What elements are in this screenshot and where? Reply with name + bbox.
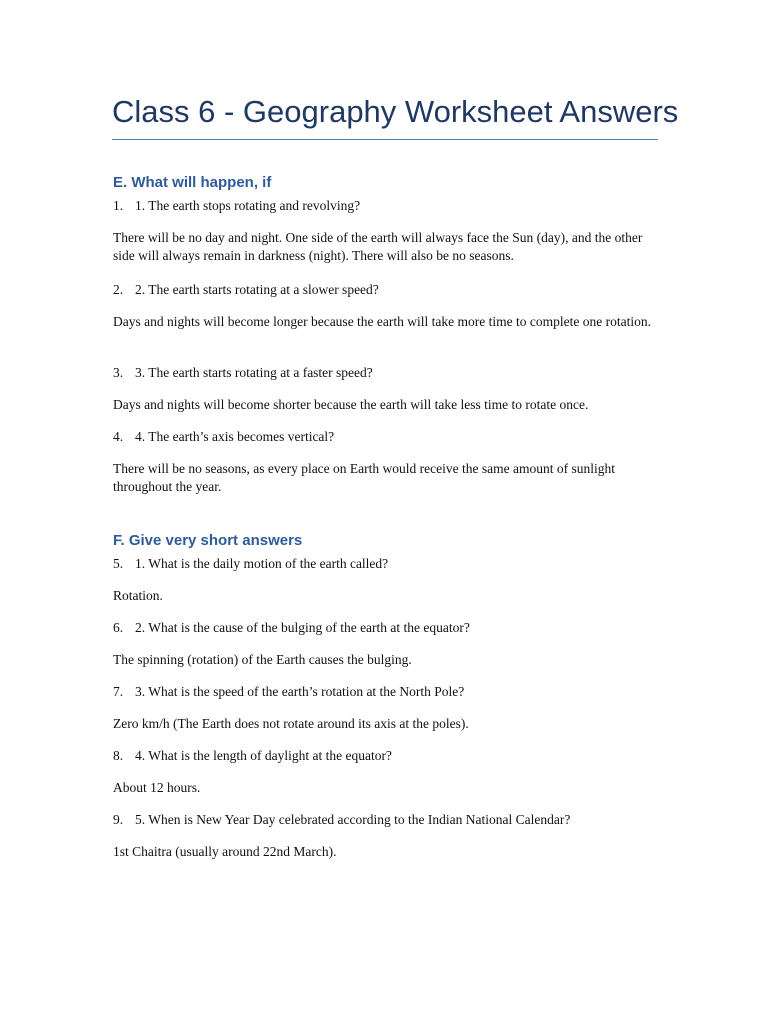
question-text: 1. What is the daily motion of the earth called?	[135, 556, 389, 571]
question-text: 2. What is the cause of the bulging of the earth at the equator?	[135, 620, 470, 635]
question-number: 7.	[113, 684, 124, 699]
answer-text: The spinning (rotation) of the Earth causes the bulging.	[113, 652, 412, 667]
question-item	[113, 281, 673, 299]
answer-text: There will be no day and night. One side of the earth will always face the Sun (day), and the other side will always remain in darkness (night). There will also be no seasons.	[113, 230, 643, 263]
question-item	[113, 197, 673, 215]
question-number: 8.	[113, 748, 124, 763]
question-number: 1.	[113, 198, 124, 213]
question-number: 9.	[113, 812, 124, 827]
section-heading-f: F. Give very short answers	[113, 532, 303, 549]
question-item	[113, 364, 673, 382]
question-item	[113, 683, 673, 701]
section-heading-e: E. What will happen, if	[113, 174, 272, 191]
answer-text: 1st Chaitra (usually around 22nd March).	[113, 844, 337, 859]
question-text: 2. The earth starts rotating at a slower speed?	[135, 282, 379, 297]
question-number: 2.	[113, 282, 124, 297]
question-number: 5.	[113, 556, 124, 571]
question-item	[113, 811, 673, 829]
question-text: 3. What is the speed of the earth’s rotation at the North Pole?	[135, 684, 465, 699]
answer-text: Days and nights will become longer because the earth will take more time to complete one rotation.	[113, 314, 651, 329]
question-text: 1. The earth stops rotating and revolving?	[135, 198, 361, 213]
question-number: 4.	[113, 429, 124, 444]
question-item	[113, 747, 673, 765]
question-text: 4. What is the length of daylight at the equator?	[135, 748, 392, 763]
title-underline	[112, 139, 658, 140]
page-title: Class 6 - Geography Worksheet Answers	[112, 94, 679, 129]
question-number: 3.	[113, 365, 124, 380]
question-text: 3. The earth starts rotating at a faster speed?	[135, 365, 373, 380]
question-text: 5. When is New Year Day celebrated according to the Indian National Calendar?	[135, 812, 571, 827]
question-item	[113, 428, 673, 446]
answer-text: Days and nights will become shorter because the earth will take less time to rotate once.	[113, 397, 589, 412]
question-number: 6.	[113, 620, 124, 635]
answer-text: There will be no seasons, as every place on Earth would receive the same amount of sunlight throughout the year.	[113, 461, 615, 494]
answer-text: Zero km/h (The Earth does not rotate around its axis at the poles).	[113, 716, 469, 731]
question-text: 4. The earth’s axis becomes vertical?	[135, 429, 335, 444]
answer-text: Rotation.	[113, 588, 163, 603]
question-item	[113, 555, 673, 573]
question-item	[113, 619, 673, 637]
answer-text: About 12 hours.	[113, 780, 201, 795]
